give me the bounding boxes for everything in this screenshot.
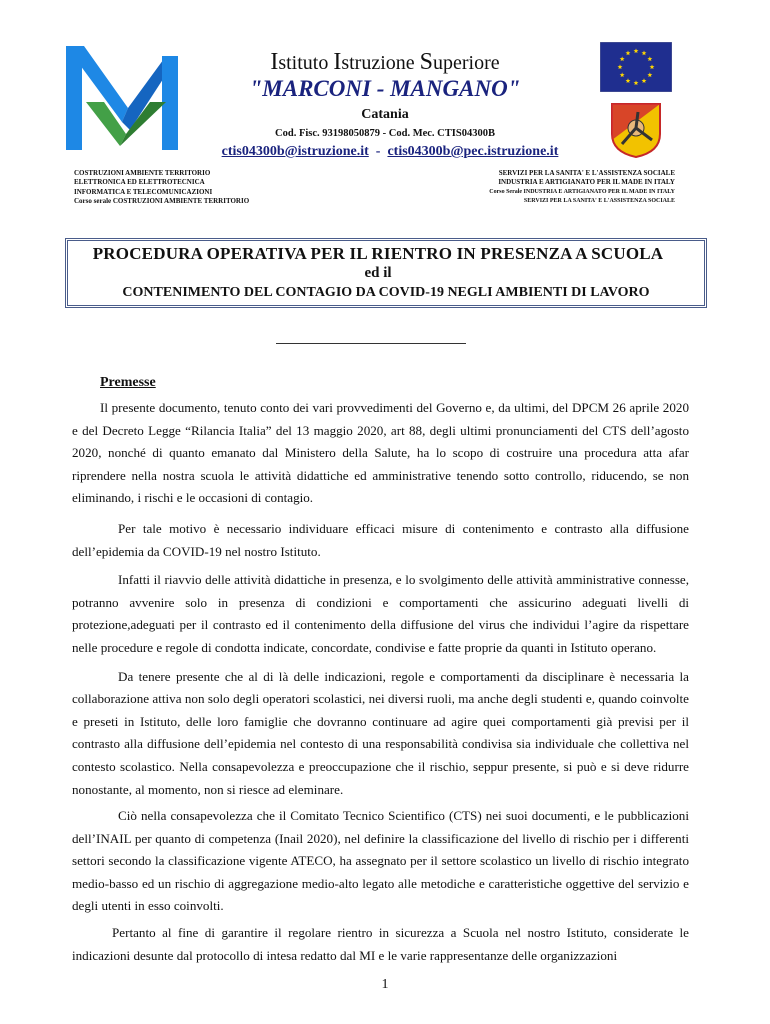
- paragraph: Il presente documento, tenuto conto dei vari provvedimenti del Governo e, da ultimi, del DPCM 26 aprile 2020 e del Decreto Legge “Rilancia Italia” del 13 maggio 2020, art 88, degli ultimi pronunciamenti del CTS dell’agosto 2020, nonché di quanto emanato dal Ministero della Salute, ha lo scopo di costruire una procedura atta afar riprendere nella nostra scuola le attività didattiche ed amministrative tenendo sotto controllo, riducendo, se non eliminando, i rischi e le occasioni di contagio.: [72, 400, 689, 506]
- school-logo: [66, 46, 178, 150]
- school-name: "MARCONI - MANGANO": [249, 76, 521, 101]
- page-number: 1: [381, 977, 389, 992]
- initial-letter: I: [270, 49, 279, 75]
- school-type-part: struzione: [341, 52, 420, 74]
- document-body: [72, 397, 689, 967]
- paragraph: Pertanto al fine di garantire il regolare rientro in sicurezza a Scuola nel nostro Istituto, considerate le indicazioni desunte dal protocollo di intesa redatto dal MI e le varie rappresentanze delle organizzazioni: [72, 925, 689, 963]
- fiscal-codes: Cod. Fisc. 93198050879 - Cod. Mec. CTIS04300B: [275, 128, 495, 139]
- courses-list-right: [410, 169, 675, 206]
- course-item: Corso serale COSTRUZIONI AMBIENTE TERRITORIO: [74, 196, 250, 205]
- eu-flag-icon: [600, 42, 672, 92]
- course-item: INDUSTRIA E ARTIGIANATO PER IL MADE IN ITALY: [498, 178, 675, 187]
- separator-line: [276, 343, 466, 344]
- document-title: PROCEDURA OPERATIVA PER IL RIENTRO IN PRESENZA A SCUOLA: [92, 244, 664, 263]
- document-subtitle: CONTENIMENTO DEL CONTAGIO DA COVID-19 NEGLI AMBIENTI DI LAVORO: [122, 285, 650, 300]
- paragraph: Da tenere presente che al di là delle indicazioni, regole e comportamenti da disciplinare è necessaria la collaborazione attiva non solo degli operatori scolastici, nei diversi ruoli, ma anche degli studenti e, quando coinvolte e preseti in Istituto, delle loro famiglie che dovranno continuare ad agire quei comportamenti già previsi per il contrasto alla diffusione dell’epidemia nel contesto di una responsabilità condivisa sia individuale che collettiva nel contesto scolastico. Nella consapevolezza e preoccupazione che il rischio, seppur presente, si può e si deve ridurre nonostante, al momento, non si riesce ad eleminare.: [72, 668, 689, 797]
- course-item: SERVIZI PER LA SANITA' E L'ASSISTENZA SOCIALE: [523, 197, 675, 204]
- email-addresses: [160, 144, 620, 160]
- email-separator: -: [368, 144, 388, 159]
- paragraph: Per tale motivo è necessario individuare efficaci misure di contenimento e contrasto alla diffusione dell’epidemia da COVID-19 nel nostro Istituto.: [72, 520, 689, 559]
- pec-email-link[interactable]: ctis04300b@pec.istruzione.it: [387, 144, 559, 159]
- course-item: SERVIZI PER LA SANITA' E L'ASSISTENZA SOCIALE: [498, 169, 675, 177]
- paragraph: Ciò nella consapevolezza che il Comitato Tecnico Scientifico (CTS) nei suoi documenti, e le pubblicazioni dell’INAIL per quanto di competenza (Inail 2020), nel definire la classificazione del livello di rischio per i differenti settori secondo la classificazione vigente ATECO, ha assegnato per il settore scolastico un livello di rischio integrato medio-basso ed un rischio di aggregazione medio-alto legato alle metodiche e caratteristiche oggettive del servizio e degli utenti in esso coinvolti.: [72, 808, 689, 914]
- school-type-heading: [180, 49, 590, 76]
- course-item: ELETTRONICA ED ELETTROTECNICA: [74, 178, 205, 187]
- course-item: INFORMATICA E TELECOMUNICAZIONI: [74, 187, 213, 196]
- courses-list-left: [74, 169, 344, 206]
- paragraph: Infatti il riavvio delle attività didattiche in presenza, e lo svolgimento delle attività amministrative connesse, potranno avvenire solo in presenza di condizioni e comportamenti che assicurino adeguati livelli di protezione,adeguati per il contrasto ed il contenimento della diffusione del virus che individui l’agire da rispettare nelle procedure e regole di condotta indicate, concordate, condivise e fatte proprie da quanti in Istituto operano.: [72, 572, 689, 655]
- school-city: Catania: [361, 107, 409, 122]
- email-link[interactable]: ctis04300b@istruzione.it: [221, 144, 369, 159]
- school-type-part: stituto: [278, 52, 334, 74]
- initial-letter: I: [333, 49, 342, 75]
- section-heading: Premesse: [100, 375, 156, 390]
- course-item: Corso Serale INDUSTRIA E ARTIGIANATO PER IL MADE IN ITALY: [489, 188, 675, 195]
- course-item: COSTRUZIONI AMBIENTE TERRITORIO: [74, 169, 211, 177]
- school-type-part: uperiore: [433, 52, 500, 74]
- document-title-connector: ed il: [364, 265, 392, 281]
- initial-letter: S: [419, 49, 434, 75]
